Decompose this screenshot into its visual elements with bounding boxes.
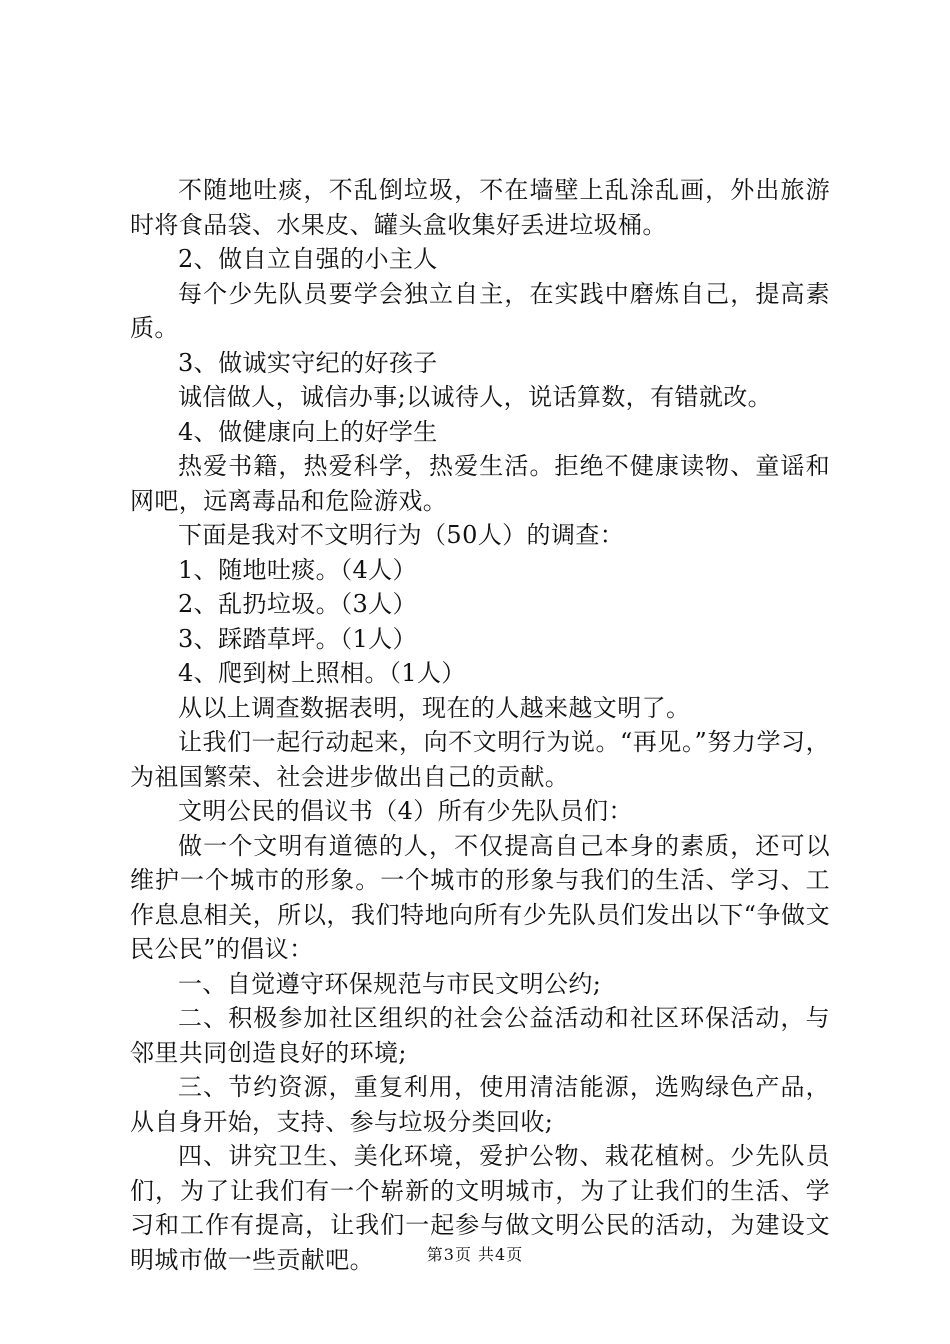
proposal-item-1: 一、自觉遵守环保规范与市民文明公约; [178, 969, 602, 998]
proposal-item-3: 三、节约资源，重复利用，使用清洁能源，选购绿色产品，从自身开始，支持、参与垃圾分类回收; [130, 1073, 830, 1136]
proposal-item-4: 四、讲究卫生、美化环境，爱护公物、栽花植树。少先队员们，为了让我们有一个崭新的文明城市，为了让我们的生活、学习和工作有提高，让我们一起参与做文明公民的活动，为建设文明城市做一些贡献吧。 [130, 1142, 830, 1274]
paragraph-healthy: 热爱书籍，热爱科学，热爱生活。拒绝不健康读物、童谣和网吧，远离毒品和危险游戏。 [130, 452, 830, 515]
paragraph-proposal-intro: 做一个文明有道德的人，不仅提高自己本身的素质，还可以维护一个城市的形象。一个城市的形象与我们的生活、学习、工作息息相关，所以，我们特地向所有少先队员们发出以下“争做文民公民”的倡议： [130, 831, 830, 963]
paragraph-self-reliant: 每个少先队员要学会独立自主，在实践中磨炼自己，提高素质。 [130, 279, 830, 342]
paragraph-call-to-action: 让我们一起行动起来，向不文明行为说。“再见。”努力学习，为祖国繁荣、社会进步做出自己的贡献。 [130, 728, 830, 791]
heading-healthy: 4、做健康向上的好学生 [178, 417, 438, 446]
heading-self-reliant: 2、做自立自强的小主人 [178, 245, 438, 273]
heading-honest: 3、做诚实守纪的好孩子 [178, 348, 438, 377]
survey-item-4: 4、爬到树上照相。（1人） [178, 659, 466, 687]
survey-item-1: 1、随地吐痰。（4人） [178, 555, 417, 584]
paragraph-honest: 诚信做人，诚信办事;以诚待人，说话算数，有错就改。 [178, 383, 773, 411]
survey-item-3: 3、踩踏草坪。（1人） [178, 624, 417, 653]
survey-item-2: 2、乱扔垃圾。（3人） [178, 590, 417, 618]
document-body [130, 173, 830, 1277]
page-indicator: 第3页 共4页 [426, 1245, 524, 1264]
paragraph-survey-intro: 下面是我对不文明行为（50人）的调查： [178, 521, 625, 549]
proposal-item-2: 二、积极参加社区组织的社会公益活动和社区环保活动，与邻里共同创造良好的环境; [130, 1004, 830, 1067]
proposal-title: 文明公民的倡议书（4）所有少先队员们： [178, 797, 633, 825]
paragraph-hygiene-behavior: 不随地吐痰，不乱倒垃圾，不在墙壁上乱涂乱画，外出旅游时将食品袋、水果皮、罐头盒收集好丢进垃圾桶。 [130, 176, 830, 239]
paragraph-survey-conclusion: 从以上调查数据表明，现在的人越来越文明了。 [178, 693, 691, 722]
page-footer [0, 1245, 950, 1265]
